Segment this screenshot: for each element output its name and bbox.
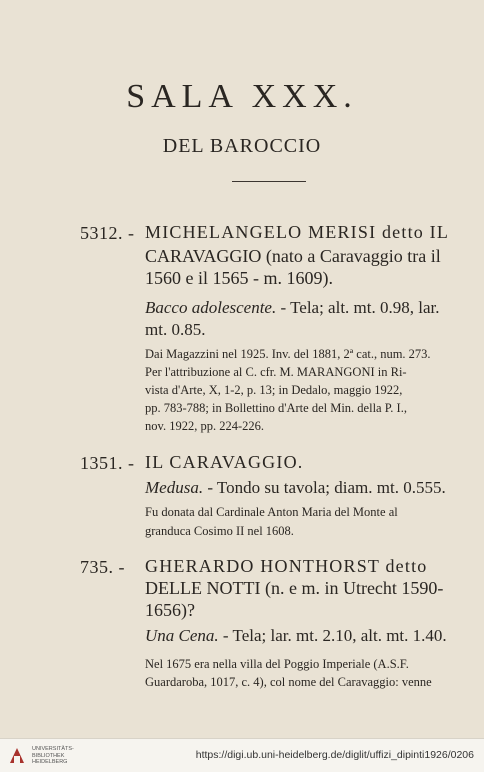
note-line: granduca Cosimo II nel 1608. bbox=[145, 524, 294, 538]
page-subtitle: DEL BAROCCIO bbox=[162, 135, 322, 157]
page-title: SALA XXX. bbox=[126, 78, 358, 115]
note-line: Fu donata dal Cardinale Anton Maria del Monte al bbox=[145, 505, 398, 519]
note-line: pp. 783-788; in Bollettino d'Arte del Min. della P. I., bbox=[145, 401, 407, 415]
library-logo-text bbox=[32, 746, 74, 766]
permalink-url[interactable]: https://digi.ub.uni-heidelberg.de/diglit/uffizi_dipinti1926/0206 bbox=[195, 749, 474, 761]
note-line: Dai Magazzini nel 1925. Inv. del 1881, 2ª cat., num. 273. bbox=[145, 347, 431, 361]
artist-line: MICHELANGELO MERISI detto IL bbox=[145, 222, 450, 242]
divider-rule bbox=[232, 181, 306, 182]
work-title: Bacco adolescente. bbox=[145, 298, 277, 317]
artist-line: DELLE NOTTI (n. e m. in Utrecht 1590- bbox=[145, 578, 444, 598]
work-line bbox=[145, 624, 465, 648]
work-title: Medusa. bbox=[145, 478, 204, 497]
logo-text-line: HEIDELBERG bbox=[32, 759, 68, 765]
work-details: - Tondo su tavola; diam. mt. 0.555. bbox=[203, 478, 446, 497]
work-details: - Tela; alt. mt. 0.98, lar. bbox=[276, 298, 440, 317]
artist-line: 1560 e il 1565 - m. 1609). bbox=[145, 268, 333, 288]
entry-number: 5312. - bbox=[80, 223, 135, 243]
note-line: nov. 1922, pp. 224-226. bbox=[145, 419, 264, 433]
artist-line: CARAVAGGIO (nato a Caravaggio tra il bbox=[145, 246, 441, 266]
work-title: Una Cena. bbox=[145, 626, 219, 645]
artist-line: GHERARDO HONTHORST detto bbox=[145, 556, 428, 576]
viewer-footer bbox=[0, 738, 484, 772]
university-library-logo-icon bbox=[6, 745, 28, 767]
work-line bbox=[145, 476, 465, 500]
work-line: mt. 0.85. bbox=[145, 320, 206, 339]
logo-text-line: BIBLIOTHEK bbox=[32, 752, 65, 759]
artist-line: IL CARAVAGGIO. bbox=[145, 452, 304, 472]
work-details: - Tela; lar. mt. 2.10, alt. mt. 1.40. bbox=[218, 626, 447, 645]
entry-number: 1351. - bbox=[80, 453, 135, 473]
note-line: Nel 1675 era nella villa del Poggio Imperiale (A.S.F. bbox=[145, 657, 409, 671]
note-line: vista d'Arte, X, 1-2, p. 13; in Dedalo, maggio 1922, bbox=[145, 383, 403, 397]
note-line: Per l'attribuzione al C. cfr. M. MARANGONI in Ri- bbox=[145, 365, 407, 379]
logo-text-line: UNIVERSITÄTS- bbox=[32, 746, 74, 752]
artist-line: 1656)? bbox=[145, 600, 195, 620]
entry-number: 735. - bbox=[80, 557, 125, 577]
work-line bbox=[145, 296, 465, 320]
note-line: Guardaroba, 1017, c. 4), col nome del Caravaggio: venne bbox=[145, 675, 432, 689]
